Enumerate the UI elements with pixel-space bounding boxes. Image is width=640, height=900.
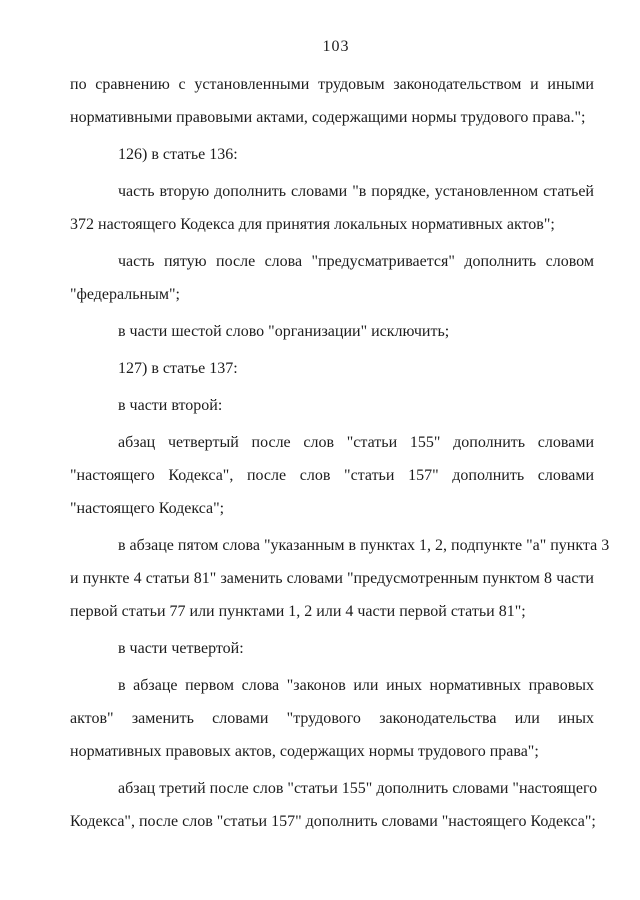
text-line: часть вторую дополнить словами "в порядке, установленном статьей: [118, 183, 594, 200]
text-line: в части шестой слово "организации" исключить;: [118, 323, 450, 340]
text-line: абзац третий после слов "статьи 155" дополнить словами "настоящего: [118, 780, 598, 797]
text-line: Кодекса", после слов "статьи 157" дополнить словами "настоящего Кодекса";: [70, 813, 596, 830]
page-number: 103: [322, 38, 350, 55]
paragraph: [70, 529, 610, 628]
text-line: в абзаце первом слова "законов или иных нормативных правовых: [118, 677, 594, 694]
text-line: в абзаце пятом слова "указанным в пунктах 1, 2, подпункте "а" пункта 3: [118, 537, 610, 554]
text-line: по сравнению с установленными трудовым законодательством и иными: [70, 76, 594, 93]
paragraph: [70, 175, 594, 241]
text-line: нормативными правовыми актами, содержащими нормы трудового права.";: [70, 109, 586, 126]
text-line: 372 настоящего Кодекса для принятия локальных нормативных актов";: [70, 216, 555, 233]
document-body: [70, 68, 610, 838]
paragraph: [70, 426, 594, 525]
text-line: в части четвертой:: [118, 640, 244, 657]
text-line: и пункте 4 статьи 81" заменить словами "предусмотренным пунктом 8 части: [70, 570, 594, 587]
paragraph: [70, 389, 594, 422]
paragraph: [70, 772, 598, 838]
paragraph: [70, 315, 594, 348]
text-line: часть пятую после слова "предусматривается" дополнить словом: [118, 253, 594, 270]
paragraph: [70, 632, 594, 665]
paragraph: [70, 68, 594, 134]
paragraph: [70, 245, 594, 311]
text-line: 126) в статье 136:: [118, 146, 238, 163]
text-line: актов" заменить словами "трудового законодательства или иных: [70, 710, 594, 727]
text-line: нормативных правовых актов, содержащих нормы трудового права";: [70, 743, 539, 760]
text-line: в части второй:: [118, 397, 223, 414]
text-line: первой статьи 77 или пунктами 1, 2 или 4 части первой статьи 81";: [70, 603, 526, 620]
paragraph: [70, 352, 594, 385]
text-line: 127) в статье 137:: [118, 360, 238, 377]
text-line: "настоящего Кодекса";: [70, 500, 225, 517]
paragraph: [70, 138, 594, 171]
paragraph: [70, 669, 594, 768]
text-line: абзац четвертый после слов "статьи 155" дополнить словами: [118, 434, 594, 451]
text-line: "настоящего Кодекса", после слов "статьи 157" дополнить словами: [70, 467, 594, 484]
text-line: "федеральным";: [70, 286, 180, 303]
